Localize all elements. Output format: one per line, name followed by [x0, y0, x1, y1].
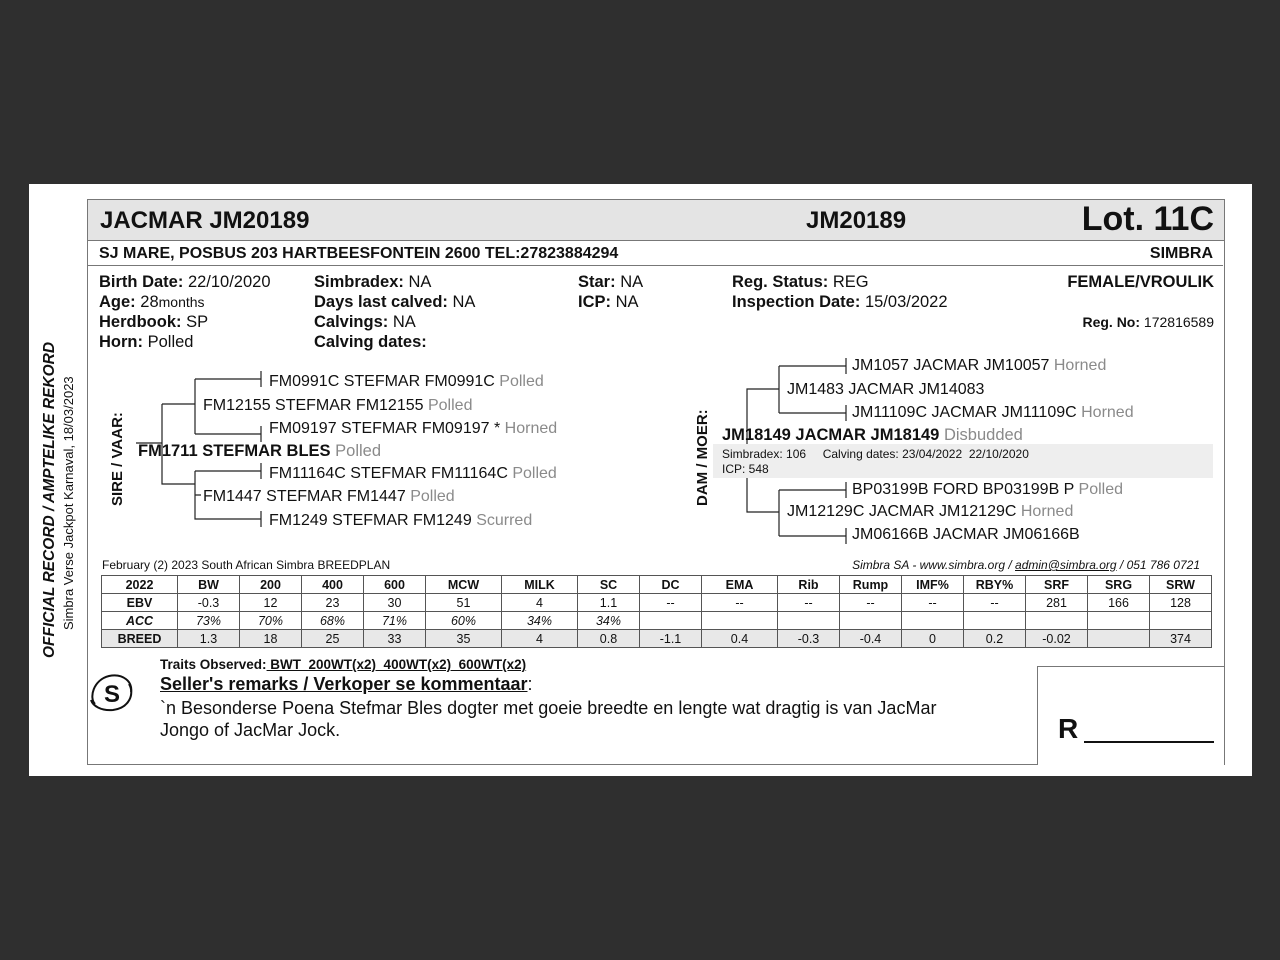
seller-logo: [87, 670, 137, 714]
acc-cell: [1088, 612, 1150, 630]
ebv-cell: 23: [302, 594, 364, 612]
acc-cell: [840, 612, 902, 630]
headers-cell: Rump: [840, 576, 902, 594]
sire-dam-dam: FM1249 STEFMAR FM1249: [269, 512, 472, 529]
remarks-title: Seller's remarks / Verkoper se kommentaar:: [160, 674, 533, 694]
breed-label: SIMBRA: [1149, 245, 1213, 262]
sire-dam: FM1447 STEFMAR FM1447: [203, 488, 406, 505]
reg-status-value: REG: [832, 273, 869, 291]
ebv-cell: 166: [1088, 594, 1150, 612]
ebv-cell: 128: [1150, 594, 1212, 612]
horn-value: Polled: [147, 333, 194, 351]
breed-cell: -0.3: [778, 630, 840, 648]
dam-horn: Disbudded: [943, 426, 1023, 444]
headers-cell: RBY%: [964, 576, 1026, 594]
dam-sire-dam-horn: Horned: [1081, 404, 1134, 421]
lot-card: [29, 184, 1252, 776]
lot-number: Lot. 11C: [1081, 200, 1214, 238]
breed-cell: 0: [902, 630, 964, 648]
dam-dam-dam: JM06166B JACMAR JM06166B: [852, 526, 1080, 543]
acc-cell: [640, 612, 702, 630]
herdbook-value: SP: [186, 313, 209, 331]
ebv-cell: 51: [426, 594, 502, 612]
sire-dam-sire: FM11164C STEFMAR FM11164C: [269, 465, 508, 482]
acc-cell: [1026, 612, 1088, 630]
acc-cell: [902, 612, 964, 630]
traits-observed: [160, 657, 526, 672]
acc-cell: [1150, 612, 1212, 630]
dam-side-label: DAM / MOER:: [694, 409, 711, 506]
headers-cell: SC: [578, 576, 640, 594]
animal-name: JACMAR JM20189: [100, 207, 310, 234]
age-value: 28: [140, 293, 159, 311]
simbradex-label: Simbradex:: [314, 273, 404, 291]
sire-dam-sire-horn: Polled: [512, 465, 557, 482]
acc-cell: [702, 612, 778, 630]
breed-cell: 374: [1150, 630, 1212, 648]
price-label: R: [1058, 713, 1079, 744]
breed-cell: 0.4: [702, 630, 778, 648]
sire-sire: FM12155 STEFMAR FM12155: [203, 397, 424, 414]
headers-cell: 2022: [102, 576, 178, 594]
days-label: Days last calved:: [314, 293, 448, 311]
horn-label: Horn:: [99, 333, 143, 351]
headers-cell: 600: [364, 576, 426, 594]
contact-email[interactable]: admin@simbra.org: [1015, 558, 1117, 572]
acc-cell: [778, 612, 840, 630]
breed-cell: 1.3: [178, 630, 240, 648]
sire-dam-dam-horn: Scurred: [476, 512, 533, 529]
contact-phone: / 051 786 0721: [1116, 558, 1200, 572]
breed-cell: [1088, 630, 1150, 648]
dam-sire-dam: JM11109C JACMAR JM11109C: [852, 404, 1077, 421]
breed-cell: 0.8: [578, 630, 640, 648]
acc-cell: 73%: [178, 612, 240, 630]
headers-cell: 400: [302, 576, 364, 594]
sire-side-label: SIRE / VAAR:: [109, 412, 126, 506]
calving-dates-label: Calving dates:: [314, 333, 427, 351]
ebv-cell: 4: [502, 594, 578, 612]
acc-cell: 60%: [426, 612, 502, 630]
ebv-cell: 281: [1026, 594, 1088, 612]
sire-horn: Polled: [335, 442, 382, 460]
acc-cell: 68%: [302, 612, 364, 630]
breed-cell: 33: [364, 630, 426, 648]
ebv-cell: --: [840, 594, 902, 612]
price-box: [1037, 666, 1224, 765]
seller-line: SJ MARE, POSBUS 203 HARTBEESFONTEIN 2600 TEL:27823884294: [99, 245, 619, 262]
remarks-line-2: Jongo of JacMar Jock.: [160, 720, 341, 740]
breed-cell: -1.1: [640, 630, 702, 648]
breed-cell: 25: [302, 630, 364, 648]
simbra-contact: [852, 558, 1200, 572]
dam-icp: ICP: 548: [722, 462, 769, 476]
seller-logo-letter: S: [104, 681, 121, 708]
breed-cell: 0.2: [964, 630, 1026, 648]
headers-cell: DC: [640, 576, 702, 594]
headers-cell: 200: [240, 576, 302, 594]
calvings-value: NA: [392, 313, 416, 331]
ebv-cell: EBV: [102, 594, 178, 612]
acc-cell: 70%: [240, 612, 302, 630]
acc-cell: 34%: [578, 612, 640, 630]
headers-cell: SRF: [1026, 576, 1088, 594]
calvings-label: Calvings:: [314, 313, 389, 331]
inspection-label: Inspection Date:: [732, 293, 861, 311]
table-row-breed: [102, 630, 1212, 648]
ebv-cell: 12: [240, 594, 302, 612]
ebv-cell: --: [902, 594, 964, 612]
icp-value: NA: [615, 293, 639, 311]
ebv-cell: -0.3: [178, 594, 240, 612]
herdbook-label: Herdbook:: [99, 313, 182, 331]
dam-dam: JM12129C JACMAR JM12129C: [787, 503, 1017, 520]
ebv-cell: --: [964, 594, 1026, 612]
sire-sire-horn: Polled: [427, 397, 473, 414]
regno-value: 172816589: [1143, 314, 1214, 330]
star-label: Star:: [578, 273, 616, 291]
breed-cell: BREED: [102, 630, 178, 648]
headers-cell: EMA: [702, 576, 778, 594]
headers-cell: MILK: [502, 576, 578, 594]
acc-cell: 71%: [364, 612, 426, 630]
headers-cell: SRW: [1150, 576, 1212, 594]
dam-dam-sire: BP03199B FORD BP03199B P: [852, 481, 1075, 498]
dam-dam-sire-horn: Polled: [1078, 481, 1123, 498]
animal-id: JM20189: [806, 207, 907, 234]
acc-cell: [964, 612, 1026, 630]
breed-cell: 35: [426, 630, 502, 648]
headers-cell: MCW: [426, 576, 502, 594]
regno-label: Reg. No:: [1082, 314, 1141, 330]
dam-info: Simbradex: 106 Calving dates: 23/04/2022 22/10/2020: [722, 447, 1029, 461]
age-unit: months: [158, 294, 205, 310]
inspection-value: 15/03/2022: [864, 293, 948, 311]
price-line[interactable]: [1084, 741, 1214, 743]
days-value: NA: [452, 293, 476, 311]
sire-name: FM1711 STEFMAR BLES: [138, 442, 331, 460]
remarks-title-text: Seller's remarks / Verkoper se kommentaar: [160, 674, 528, 694]
birth-value: 22/10/2020: [187, 273, 271, 291]
contact-site: Simbra SA - www.simbra.org /: [852, 558, 1016, 572]
table-row-ebv: [102, 594, 1212, 612]
auction-label: Simbra Verse Jackpot Karnaval, 18/03/2023: [61, 376, 76, 630]
dam-sire-sire-horn: Horned: [1053, 357, 1107, 374]
ebv-cell: --: [702, 594, 778, 612]
breed-cell: -0.4: [840, 630, 902, 648]
breed-cell: -0.02: [1026, 630, 1088, 648]
sire-sire-sire-horn: Polled: [499, 373, 544, 390]
sire-sire-dam-horn: Horned: [504, 420, 558, 437]
headers-cell: SRG: [1088, 576, 1150, 594]
star-value: NA: [620, 273, 644, 291]
breedplan-caption: February (2) 2023 South African Simbra BREEDPLAN: [102, 558, 391, 572]
headers-cell: IMF%: [902, 576, 964, 594]
traits-label: Traits Observed:: [160, 657, 267, 672]
dam-sire: JM1483 JACMAR JM14083: [787, 381, 985, 398]
ebv-cell: 1.1: [578, 594, 640, 612]
ebv-cell: --: [640, 594, 702, 612]
official-record-label: OFFICIAL RECORD / AMPTELIKE REKORD: [41, 341, 58, 658]
ebv-cell: 30: [364, 594, 426, 612]
dam-sire-sire: JM1057 JACMAR JM10057: [852, 357, 1050, 374]
age-label: Age:: [99, 293, 136, 311]
sire-dam-horn: Polled: [410, 488, 455, 505]
breed-cell: 18: [240, 630, 302, 648]
reg-status-label: Reg. Status:: [732, 273, 829, 291]
headers-cell: Rib: [778, 576, 840, 594]
sire-sire-sire: FM0991C STEFMAR FM0991C: [269, 373, 495, 390]
breed-cell: 4: [502, 630, 578, 648]
table-row-acc: [102, 612, 1212, 630]
remarks-line-1: `n Besonderse Poena Stefmar Bles dogter met goeie breedte en lengte wat dragtig is van JacMar: [160, 698, 937, 718]
sire-sire-dam: FM09197 STEFMAR FM09197 *: [269, 420, 501, 437]
acc-cell: 34%: [502, 612, 578, 630]
icp-label: ICP:: [578, 293, 611, 311]
traits-value: BWT 200WT(x2) 400WT(x2) 600WT(x2): [266, 657, 527, 672]
birth-label: Birth Date:: [99, 273, 184, 291]
acc-cell: ACC: [102, 612, 178, 630]
dam-name: JM18149 JACMAR JM18149: [722, 426, 940, 444]
ebv-table: [101, 575, 1212, 648]
dam-dam-horn: Horned: [1020, 503, 1074, 520]
simbradex-value: NA: [408, 273, 432, 291]
headers-cell: BW: [178, 576, 240, 594]
table-header-row: [102, 576, 1212, 594]
ebv-cell: --: [778, 594, 840, 612]
sex-label: FEMALE/VROULIK: [1067, 273, 1214, 291]
